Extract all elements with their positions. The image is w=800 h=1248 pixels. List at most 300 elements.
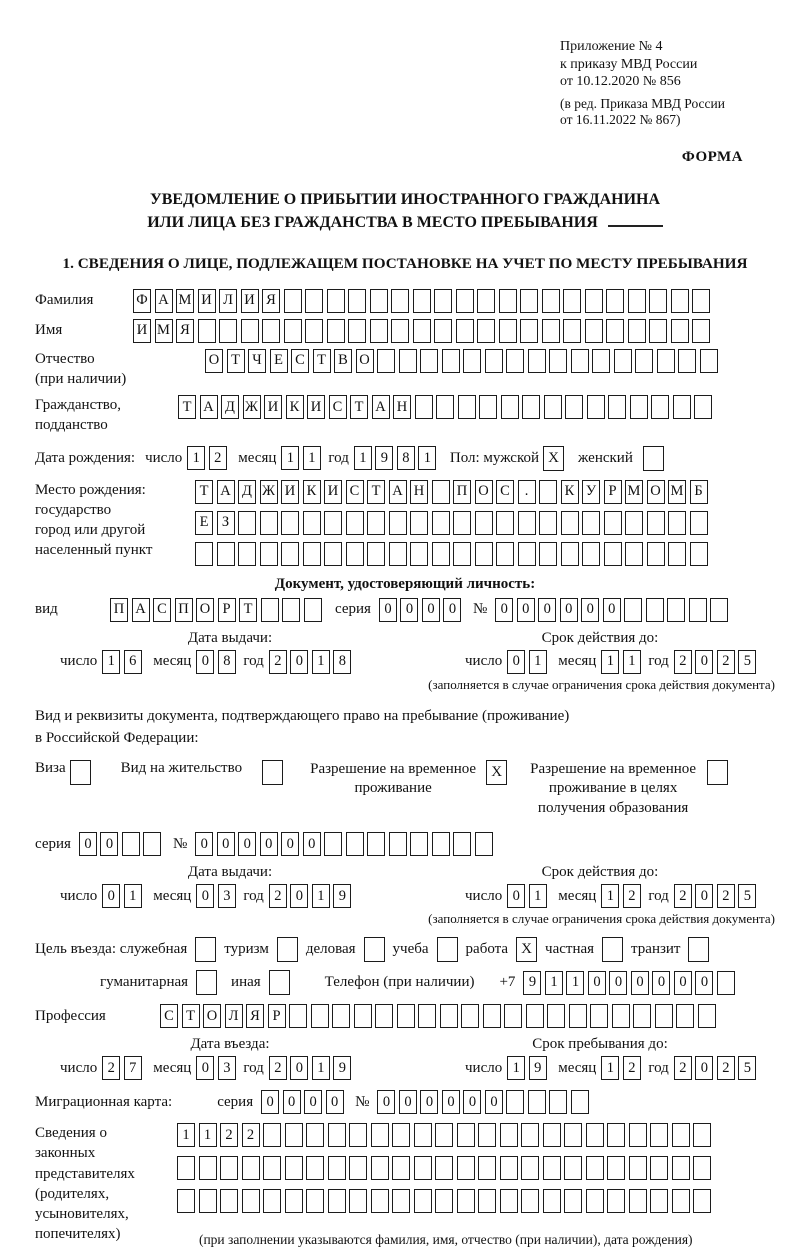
form-cell[interactable] — [592, 349, 610, 373]
form-cell[interactable] — [561, 542, 579, 566]
form-cell[interactable]: 0 — [304, 1090, 322, 1114]
form-cell[interactable] — [671, 289, 689, 313]
form-cell[interactable] — [676, 1004, 694, 1028]
form-cell[interactable]: 0 — [463, 1090, 481, 1114]
form-cell[interactable]: 0 — [495, 598, 513, 622]
form-cell[interactable] — [625, 542, 643, 566]
form-cell[interactable]: 1 — [601, 650, 619, 674]
form-cell[interactable] — [219, 319, 237, 343]
form-cell[interactable] — [198, 319, 216, 343]
form-cell[interactable] — [453, 511, 471, 535]
form-cell[interactable] — [241, 319, 259, 343]
form-cell[interactable] — [220, 1156, 238, 1180]
form-cell[interactable] — [606, 289, 624, 313]
form-cell[interactable]: 2 — [623, 884, 641, 908]
form-cell[interactable] — [399, 349, 417, 373]
form-cell[interactable]: 0 — [261, 1090, 279, 1114]
form-cell[interactable] — [324, 542, 342, 566]
form-cell[interactable]: К — [286, 395, 304, 419]
form-cell[interactable] — [456, 289, 474, 313]
form-cell[interactable]: 0 — [652, 971, 670, 995]
form-cell[interactable] — [606, 319, 624, 343]
form-cell[interactable] — [585, 289, 603, 313]
form-cell[interactable]: А — [200, 395, 218, 419]
form-cell[interactable] — [377, 349, 395, 373]
form-cell[interactable] — [542, 289, 560, 313]
form-cell[interactable]: 0 — [560, 598, 578, 622]
purpose-transit-checkbox[interactable] — [688, 937, 709, 962]
form-cell[interactable]: 0 — [379, 598, 397, 622]
form-cell[interactable] — [528, 1090, 546, 1114]
form-cell[interactable] — [689, 598, 707, 622]
form-cell[interactable]: 1 — [124, 884, 142, 908]
form-cell[interactable]: А — [372, 395, 390, 419]
form-cell[interactable] — [604, 511, 622, 535]
form-cell[interactable] — [199, 1156, 217, 1180]
form-cell[interactable] — [305, 319, 323, 343]
form-cell[interactable] — [414, 1156, 432, 1180]
form-cell[interactable]: 0 — [420, 1090, 438, 1114]
form-cell[interactable]: 1 — [601, 884, 619, 908]
form-cell[interactable]: И — [324, 480, 342, 504]
form-cell[interactable]: 9 — [529, 1056, 547, 1080]
form-cell[interactable] — [521, 1156, 539, 1180]
purpose-work-checkbox[interactable]: X — [516, 937, 537, 962]
form-cell[interactable]: 0 — [102, 884, 120, 908]
form-cell[interactable] — [238, 542, 256, 566]
form-cell[interactable]: 6 — [124, 650, 142, 674]
form-cell[interactable] — [348, 289, 366, 313]
form-cell[interactable]: Т — [367, 480, 385, 504]
form-cell[interactable]: 0 — [695, 971, 713, 995]
form-cell[interactable] — [635, 349, 653, 373]
form-cell[interactable] — [349, 1156, 367, 1180]
form-cell[interactable] — [528, 349, 546, 373]
form-cell[interactable] — [195, 542, 213, 566]
form-cell[interactable] — [607, 1123, 625, 1147]
form-cell[interactable]: Е — [270, 349, 288, 373]
form-cell[interactable] — [586, 1189, 604, 1213]
temp-permit-checkbox[interactable]: X — [486, 760, 507, 785]
form-cell[interactable] — [410, 832, 428, 856]
form-cell[interactable]: Т — [195, 480, 213, 504]
form-cell[interactable]: 1 — [312, 650, 330, 674]
form-cell[interactable]: Р — [604, 480, 622, 504]
form-cell[interactable] — [478, 1189, 496, 1213]
form-cell[interactable] — [543, 1156, 561, 1180]
form-cell[interactable]: 9 — [333, 884, 351, 908]
form-cell[interactable] — [327, 289, 345, 313]
form-cell[interactable]: 1 — [281, 446, 299, 470]
form-cell[interactable]: 0 — [631, 971, 649, 995]
form-cell[interactable]: 0 — [260, 832, 278, 856]
form-cell[interactable] — [692, 289, 710, 313]
form-cell[interactable]: Т — [227, 349, 245, 373]
form-cell[interactable]: О — [356, 349, 374, 373]
form-cell[interactable] — [371, 1189, 389, 1213]
form-cell[interactable] — [485, 349, 503, 373]
form-cell[interactable]: 0 — [196, 1056, 214, 1080]
form-cell[interactable] — [608, 395, 626, 419]
form-cell[interactable] — [475, 511, 493, 535]
form-cell[interactable] — [217, 542, 235, 566]
form-cell[interactable] — [328, 1123, 346, 1147]
form-cell[interactable] — [522, 395, 540, 419]
form-cell[interactable]: 0 — [674, 971, 692, 995]
form-cell[interactable] — [457, 1156, 475, 1180]
form-cell[interactable] — [289, 1004, 307, 1028]
form-cell[interactable] — [285, 1189, 303, 1213]
form-cell[interactable] — [346, 511, 364, 535]
form-cell[interactable] — [518, 542, 536, 566]
form-cell[interactable]: 1 — [354, 446, 372, 470]
form-cell[interactable]: 8 — [333, 650, 351, 674]
form-cell[interactable] — [499, 289, 517, 313]
form-cell[interactable]: 3 — [218, 884, 236, 908]
form-cell[interactable]: 2 — [674, 884, 692, 908]
form-cell[interactable] — [410, 511, 428, 535]
form-cell[interactable]: А — [217, 480, 235, 504]
form-cell[interactable] — [348, 319, 366, 343]
form-cell[interactable]: 0 — [303, 832, 321, 856]
form-cell[interactable] — [673, 395, 691, 419]
form-cell[interactable] — [693, 1189, 711, 1213]
form-cell[interactable] — [442, 349, 460, 373]
form-cell[interactable] — [569, 1004, 587, 1028]
form-cell[interactable]: А — [155, 289, 173, 313]
form-cell[interactable]: Д — [221, 395, 239, 419]
form-cell[interactable] — [432, 832, 450, 856]
form-cell[interactable] — [693, 1123, 711, 1147]
form-cell[interactable] — [457, 1123, 475, 1147]
form-cell[interactable]: 1 — [187, 446, 205, 470]
form-cell[interactable] — [690, 511, 708, 535]
form-cell[interactable] — [432, 480, 450, 504]
form-cell[interactable] — [607, 1189, 625, 1213]
form-cell[interactable]: 1 — [529, 884, 547, 908]
form-cell[interactable] — [370, 289, 388, 313]
form-cell[interactable] — [647, 542, 665, 566]
form-cell[interactable] — [371, 1156, 389, 1180]
form-cell[interactable]: 0 — [588, 971, 606, 995]
form-cell[interactable]: Р — [268, 1004, 286, 1028]
form-cell[interactable] — [413, 289, 431, 313]
form-cell[interactable]: 0 — [195, 832, 213, 856]
form-cell[interactable]: 0 — [695, 650, 713, 674]
form-cell[interactable]: 7 — [124, 1056, 142, 1080]
form-cell[interactable] — [587, 395, 605, 419]
form-cell[interactable] — [371, 1123, 389, 1147]
form-cell[interactable] — [521, 1189, 539, 1213]
purpose-humanitarian-checkbox[interactable] — [196, 970, 217, 995]
form-cell[interactable] — [586, 1123, 604, 1147]
form-cell[interactable] — [625, 511, 643, 535]
form-cell[interactable]: Л — [225, 1004, 243, 1028]
form-cell[interactable] — [539, 511, 557, 535]
form-cell[interactable]: 0 — [695, 884, 713, 908]
residence-permit-checkbox[interactable] — [262, 760, 283, 785]
form-cell[interactable] — [303, 542, 321, 566]
form-cell[interactable] — [306, 1189, 324, 1213]
form-cell[interactable] — [435, 1123, 453, 1147]
form-cell[interactable] — [332, 1004, 350, 1028]
form-cell[interactable] — [305, 289, 323, 313]
form-cell[interactable] — [389, 542, 407, 566]
form-cell[interactable]: И — [241, 289, 259, 313]
form-cell[interactable] — [543, 1123, 561, 1147]
form-cell[interactable] — [420, 349, 438, 373]
form-cell[interactable] — [177, 1189, 195, 1213]
form-cell[interactable] — [434, 319, 452, 343]
form-cell[interactable] — [650, 1156, 668, 1180]
form-cell[interactable] — [199, 1189, 217, 1213]
form-cell[interactable] — [327, 319, 345, 343]
form-cell[interactable] — [549, 349, 567, 373]
form-cell[interactable]: 0 — [603, 598, 621, 622]
form-cell[interactable] — [547, 1004, 565, 1028]
form-cell[interactable]: 0 — [283, 1090, 301, 1114]
form-cell[interactable] — [453, 542, 471, 566]
form-cell[interactable]: 0 — [442, 1090, 460, 1114]
visa-checkbox[interactable] — [70, 760, 91, 785]
form-cell[interactable] — [526, 1004, 544, 1028]
form-cell[interactable]: 0 — [377, 1090, 395, 1114]
form-cell[interactable]: Т — [182, 1004, 200, 1028]
form-cell[interactable]: 3 — [218, 1056, 236, 1080]
edu-permit-checkbox[interactable] — [707, 760, 728, 785]
form-cell[interactable] — [582, 511, 600, 535]
form-cell[interactable]: 2 — [269, 884, 287, 908]
form-cell[interactable] — [483, 1004, 501, 1028]
form-cell[interactable] — [628, 289, 646, 313]
form-cell[interactable] — [306, 1156, 324, 1180]
form-cell[interactable]: С — [153, 598, 171, 622]
form-cell[interactable]: Д — [238, 480, 256, 504]
form-cell[interactable]: Т — [350, 395, 368, 419]
form-cell[interactable] — [590, 1004, 608, 1028]
form-cell[interactable] — [499, 319, 517, 343]
form-cell[interactable] — [539, 480, 557, 504]
form-cell[interactable]: М — [155, 319, 173, 343]
form-cell[interactable]: О — [475, 480, 493, 504]
form-cell[interactable]: Н — [410, 480, 428, 504]
form-cell[interactable] — [435, 1189, 453, 1213]
form-cell[interactable]: С — [346, 480, 364, 504]
form-cell[interactable]: 9 — [375, 446, 393, 470]
form-cell[interactable]: 1 — [102, 650, 120, 674]
form-cell[interactable]: А — [389, 480, 407, 504]
form-cell[interactable]: 0 — [281, 832, 299, 856]
form-cell[interactable] — [440, 1004, 458, 1028]
form-cell[interactable] — [435, 1156, 453, 1180]
form-cell[interactable] — [521, 1123, 539, 1147]
form-cell[interactable] — [458, 395, 476, 419]
purpose-official-checkbox[interactable] — [195, 937, 216, 962]
form-cell[interactable] — [649, 319, 667, 343]
form-cell[interactable]: С — [160, 1004, 178, 1028]
form-cell[interactable] — [354, 1004, 372, 1028]
form-cell[interactable] — [324, 832, 342, 856]
form-cell[interactable]: П — [175, 598, 193, 622]
form-cell[interactable]: 2 — [269, 650, 287, 674]
form-cell[interactable]: К — [561, 480, 579, 504]
form-cell[interactable]: 2 — [674, 650, 692, 674]
form-cell[interactable]: 0 — [581, 598, 599, 622]
form-cell[interactable] — [564, 1189, 582, 1213]
form-cell[interactable] — [649, 289, 667, 313]
form-cell[interactable] — [496, 511, 514, 535]
form-cell[interactable] — [544, 395, 562, 419]
form-cell[interactable]: О — [647, 480, 665, 504]
sex-female-checkbox[interactable] — [643, 446, 664, 471]
form-cell[interactable] — [389, 511, 407, 535]
form-cell[interactable]: И — [133, 319, 151, 343]
form-cell[interactable] — [672, 1189, 690, 1213]
form-cell[interactable]: 1 — [545, 971, 563, 995]
form-cell[interactable]: 0 — [507, 884, 525, 908]
form-cell[interactable]: К — [303, 480, 321, 504]
form-cell[interactable]: М — [668, 480, 686, 504]
form-cell[interactable] — [710, 598, 728, 622]
form-cell[interactable]: 8 — [397, 446, 415, 470]
form-cell[interactable] — [496, 542, 514, 566]
form-cell[interactable]: 1 — [566, 971, 584, 995]
form-cell[interactable]: Я — [262, 289, 280, 313]
form-cell[interactable]: С — [329, 395, 347, 419]
form-cell[interactable] — [717, 971, 735, 995]
form-cell[interactable] — [678, 349, 696, 373]
form-cell[interactable] — [500, 1156, 518, 1180]
form-cell[interactable] — [456, 319, 474, 343]
form-cell[interactable] — [667, 598, 685, 622]
form-cell[interactable] — [453, 832, 471, 856]
form-cell[interactable] — [700, 349, 718, 373]
form-cell[interactable] — [281, 511, 299, 535]
form-cell[interactable] — [539, 542, 557, 566]
form-cell[interactable]: 0 — [399, 1090, 417, 1114]
form-cell[interactable] — [262, 319, 280, 343]
form-cell[interactable] — [629, 1189, 647, 1213]
form-cell[interactable] — [651, 395, 669, 419]
form-cell[interactable]: 5 — [738, 650, 756, 674]
form-cell[interactable] — [281, 542, 299, 566]
form-cell[interactable] — [349, 1189, 367, 1213]
form-cell[interactable]: 0 — [507, 650, 525, 674]
form-cell[interactable] — [434, 289, 452, 313]
form-cell[interactable]: Н — [393, 395, 411, 419]
form-cell[interactable]: 0 — [517, 598, 535, 622]
form-cell[interactable] — [698, 1004, 716, 1028]
form-cell[interactable] — [561, 511, 579, 535]
form-cell[interactable]: П — [453, 480, 471, 504]
form-cell[interactable] — [432, 511, 450, 535]
form-cell[interactable] — [143, 832, 161, 856]
form-cell[interactable]: О — [203, 1004, 221, 1028]
form-cell[interactable]: 0 — [443, 598, 461, 622]
form-cell[interactable]: 1 — [507, 1056, 525, 1080]
form-cell[interactable] — [607, 1156, 625, 1180]
form-cell[interactable]: 0 — [290, 884, 308, 908]
form-cell[interactable] — [672, 1156, 690, 1180]
form-cell[interactable]: О — [205, 349, 223, 373]
form-cell[interactable] — [629, 1123, 647, 1147]
form-cell[interactable]: Ч — [248, 349, 266, 373]
form-cell[interactable] — [261, 598, 279, 622]
form-cell[interactable]: Т — [313, 349, 331, 373]
form-cell[interactable] — [285, 1156, 303, 1180]
form-cell[interactable] — [367, 832, 385, 856]
form-cell[interactable] — [284, 289, 302, 313]
form-cell[interactable] — [392, 1156, 410, 1180]
form-cell[interactable]: Б — [690, 480, 708, 504]
form-cell[interactable]: 8 — [218, 650, 236, 674]
form-cell[interactable]: 0 — [79, 832, 97, 856]
form-cell[interactable]: И — [264, 395, 282, 419]
form-cell[interactable] — [436, 395, 454, 419]
form-cell[interactable] — [375, 1004, 393, 1028]
form-cell[interactable]: 0 — [326, 1090, 344, 1114]
form-cell[interactable] — [324, 511, 342, 535]
purpose-other-checkbox[interactable] — [269, 970, 290, 995]
form-cell[interactable] — [624, 598, 642, 622]
form-cell[interactable] — [500, 1189, 518, 1213]
form-cell[interactable] — [263, 1156, 281, 1180]
form-cell[interactable] — [367, 542, 385, 566]
form-cell[interactable]: С — [291, 349, 309, 373]
form-cell[interactable] — [475, 832, 493, 856]
form-cell[interactable] — [563, 319, 581, 343]
form-cell[interactable] — [285, 1123, 303, 1147]
form-cell[interactable] — [238, 511, 256, 535]
form-cell[interactable] — [414, 1123, 432, 1147]
form-cell[interactable]: 2 — [269, 1056, 287, 1080]
form-cell[interactable]: Я — [246, 1004, 264, 1028]
form-cell[interactable] — [690, 542, 708, 566]
form-cell[interactable]: 0 — [538, 598, 556, 622]
form-cell[interactable] — [614, 349, 632, 373]
form-cell[interactable]: 0 — [238, 832, 256, 856]
form-cell[interactable]: 0 — [609, 971, 627, 995]
form-cell[interactable]: Ж — [260, 480, 278, 504]
purpose-tourism-checkbox[interactable] — [277, 937, 298, 962]
form-cell[interactable]: З — [217, 511, 235, 535]
form-cell[interactable] — [692, 319, 710, 343]
form-cell[interactable] — [311, 1004, 329, 1028]
form-cell[interactable]: М — [176, 289, 194, 313]
purpose-private-checkbox[interactable] — [602, 937, 623, 962]
form-cell[interactable] — [633, 1004, 651, 1028]
form-cell[interactable]: Ж — [243, 395, 261, 419]
form-cell[interactable]: 1 — [303, 446, 321, 470]
form-cell[interactable]: 0 — [100, 832, 118, 856]
form-cell[interactable] — [694, 395, 712, 419]
form-cell[interactable] — [571, 349, 589, 373]
form-cell[interactable] — [542, 319, 560, 343]
form-cell[interactable]: 1 — [312, 1056, 330, 1080]
form-cell[interactable]: Я — [176, 319, 194, 343]
form-cell[interactable] — [242, 1189, 260, 1213]
form-cell[interactable] — [564, 1123, 582, 1147]
form-cell[interactable] — [367, 511, 385, 535]
form-cell[interactable]: Е — [195, 511, 213, 535]
form-cell[interactable]: 2 — [242, 1123, 260, 1147]
form-cell[interactable] — [565, 395, 583, 419]
form-cell[interactable]: 0 — [217, 832, 235, 856]
form-cell[interactable]: 0 — [196, 884, 214, 908]
form-cell[interactable] — [520, 319, 538, 343]
form-cell[interactable]: И — [281, 480, 299, 504]
form-cell[interactable] — [346, 542, 364, 566]
